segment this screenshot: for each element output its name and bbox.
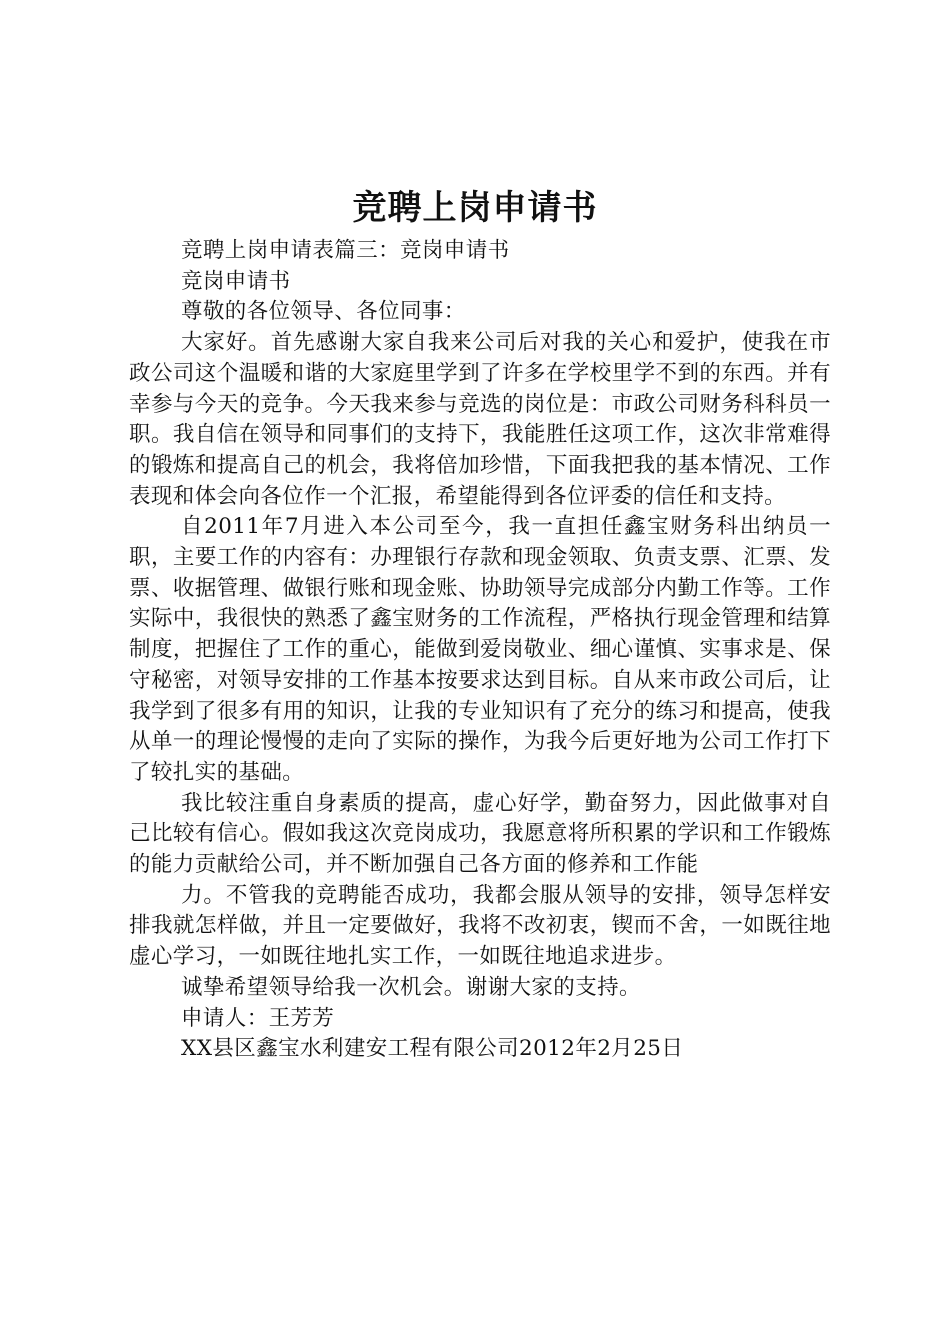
letter-title: 竞岗申请书 <box>181 268 291 294</box>
section-heading: 竞聘上岗申请表篇三：竞岗申请书 <box>181 238 510 263</box>
company-and-date: XX县区鑫宝水利建安工程有限公司2012年2月25日 <box>181 1036 684 1062</box>
paragraph-experience: 自2011年7月进入本公司至今，我一直担任鑫宝财务科出纳员一职，主要工作的内容有：办理银行存款和现金领取、负责支票、汇票、发票、收据管理、做银行账和现金账、协助领导完成部分内勤工作等。工作实际中，我很快的熟悉了鑫宝财务的工作流程，严格执行现金管理和结算制度，把握住了工作的重心，能做到爱岗敬业、细心谨慎、实事求是、保守秘密，对领导安排的工作基本按要求达到目标。自从来市政公司后，让我学到了很多有用的知识，让我的专业知识有了充分的练习和提高，使我从单一的理论慢慢的走向了实际的操作，为我今后更好地为公司工作打下了较扎实的基础。 <box>129 514 831 785</box>
closing-request: 诚挚希望领导给我一次机会。谢谢大家的支持。 <box>181 974 641 1000</box>
paragraph-intro: 大家好。首先感谢大家自我来公司后对我的关心和爱护，使我在市政公司这个温暖和谐的大家庭里学到了许多在学校里学不到的东西。并有幸参与今天的竞争。今天我来参与竞选的岗位是：市政公司财务科科员一职。我自信在领导和同事们的支持下，我能胜任这项工作，这次非常难得的锻炼和提高自己的机会，我将倍加珍惜，下面我把我的基本情况、工作表现和体会向各位作一个汇报，希望能得到各位评委的信任和支持。 <box>129 330 831 509</box>
salutation: 尊敬的各位领导、各位同事： <box>181 299 466 325</box>
document-title: 竞聘上岗申请书 <box>352 188 598 228</box>
applicant-signature: 申请人：王芳芳 <box>181 1005 335 1031</box>
paragraph-commitment: 力。不管我的竞聘能否成功，我都会服从领导的安排，领导怎样安排我就怎样做，并且一定要做好，我将不改初衷，锲而不舍，一如既往地虚心学习，一如既往地扎实工作，一如既往地追求进步。 <box>129 882 831 970</box>
document-body <box>129 236 831 1065</box>
paragraph-self-improvement: 我比较注重自身素质的提高，虚心好学，勤奋努力，因此做事对自己比较有信心。假如我这次竞岗成功，我愿意将所积累的学识和工作锻炼的能力贡献给公司，并不断加强自己各方面的修养和工作能 <box>129 790 831 878</box>
